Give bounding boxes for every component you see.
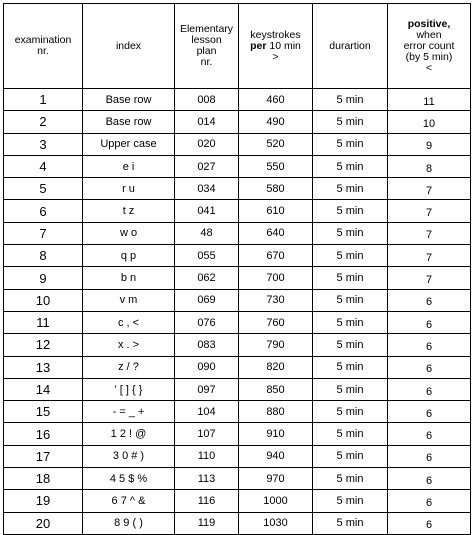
cell-error-count: 10 — [388, 111, 471, 133]
cell-keystrokes: 790 — [239, 334, 313, 356]
cell-index: b n — [83, 267, 175, 289]
cell-lesson-plan-nr: 119 — [175, 512, 239, 534]
cell-index: 1 2 ! @ — [83, 423, 175, 445]
cell-examination-nr: 13 — [4, 356, 83, 378]
table-row — [4, 445, 471, 467]
header-lesson-plan-nr: Elementary lesson plan nr. — [175, 4, 239, 89]
cell-index: w o — [83, 222, 175, 244]
cell-index: 4 5 $ % — [83, 468, 175, 490]
cell-lesson-plan-nr: 113 — [175, 468, 239, 490]
cell-error-count: 6 — [388, 311, 471, 333]
cell-keystrokes: 1030 — [239, 512, 313, 534]
cell-error-count: 6 — [388, 289, 471, 311]
cell-examination-nr: 16 — [4, 423, 83, 445]
cell-index: - = _ + — [83, 401, 175, 423]
cell-index: 6 7 ^ & — [83, 490, 175, 512]
cell-examination-nr: 14 — [4, 378, 83, 400]
cell-duration: 5 min — [313, 200, 388, 222]
cell-lesson-plan-nr: 041 — [175, 200, 239, 222]
cell-error-count: 7 — [388, 267, 471, 289]
cell-error-count: 6 — [388, 401, 471, 423]
table-row — [4, 490, 471, 512]
cell-duration: 5 min — [313, 222, 388, 244]
cell-keystrokes: 700 — [239, 267, 313, 289]
cell-lesson-plan-nr: 020 — [175, 133, 239, 155]
cell-duration: 5 min — [313, 490, 388, 512]
cell-lesson-plan-nr: 110 — [175, 445, 239, 467]
cell-duration: 5 min — [313, 334, 388, 356]
cell-keystrokes: 460 — [239, 89, 313, 111]
cell-error-count: 8 — [388, 155, 471, 177]
cell-keystrokes: 670 — [239, 245, 313, 267]
cell-error-count: 7 — [388, 200, 471, 222]
table-row — [4, 200, 471, 222]
cell-lesson-plan-nr: 083 — [175, 334, 239, 356]
header-index: index — [83, 4, 175, 89]
cell-error-count: 6 — [388, 378, 471, 400]
cell-index: c , < — [83, 311, 175, 333]
cell-examination-nr: 5 — [4, 178, 83, 200]
cell-error-count: 6 — [388, 512, 471, 534]
cell-lesson-plan-nr: 104 — [175, 401, 239, 423]
cell-examination-nr: 9 — [4, 267, 83, 289]
cell-error-count: 6 — [388, 423, 471, 445]
cell-index: 8 9 ( ) — [83, 512, 175, 534]
cell-error-count: 6 — [388, 490, 471, 512]
cell-duration: 5 min — [313, 289, 388, 311]
cell-index: ' [ ] { } — [83, 378, 175, 400]
cell-examination-nr: 11 — [4, 311, 83, 333]
cell-keystrokes: 970 — [239, 468, 313, 490]
cell-keystrokes: 1000 — [239, 490, 313, 512]
cell-examination-nr: 12 — [4, 334, 83, 356]
cell-lesson-plan-nr: 107 — [175, 423, 239, 445]
cell-keystrokes: 490 — [239, 111, 313, 133]
cell-keystrokes: 760 — [239, 311, 313, 333]
typing-exam-table — [3, 3, 471, 535]
cell-duration: 5 min — [313, 445, 388, 467]
cell-error-count: 6 — [388, 334, 471, 356]
cell-lesson-plan-nr: 008 — [175, 89, 239, 111]
cell-duration: 5 min — [313, 267, 388, 289]
table-row — [4, 334, 471, 356]
cell-examination-nr: 10 — [4, 289, 83, 311]
table-row — [4, 111, 471, 133]
cell-lesson-plan-nr: 014 — [175, 111, 239, 133]
cell-error-count: 7 — [388, 178, 471, 200]
cell-duration: 5 min — [313, 111, 388, 133]
table-row — [4, 289, 471, 311]
table-row — [4, 267, 471, 289]
cell-lesson-plan-nr: 034 — [175, 178, 239, 200]
typing-exam-table-wrapper — [3, 3, 471, 535]
cell-index: t z — [83, 200, 175, 222]
header-error-count: positive, when error count (by 5 min) < — [388, 4, 471, 89]
cell-duration: 5 min — [313, 423, 388, 445]
cell-index: e i — [83, 155, 175, 177]
cell-index: q p — [83, 245, 175, 267]
cell-keystrokes: 550 — [239, 155, 313, 177]
header-row — [4, 4, 471, 89]
cell-keystrokes: 880 — [239, 401, 313, 423]
cell-error-count: 7 — [388, 245, 471, 267]
table-row — [4, 401, 471, 423]
table-row — [4, 311, 471, 333]
cell-keystrokes: 910 — [239, 423, 313, 445]
table-row — [4, 155, 471, 177]
table-row — [4, 512, 471, 534]
cell-index: 3 0 # ) — [83, 445, 175, 467]
cell-lesson-plan-nr: 097 — [175, 378, 239, 400]
cell-examination-nr: 6 — [4, 200, 83, 222]
cell-keystrokes: 940 — [239, 445, 313, 467]
cell-duration: 5 min — [313, 155, 388, 177]
cell-keystrokes: 580 — [239, 178, 313, 200]
cell-error-count: 11 — [388, 89, 471, 111]
cell-error-count: 9 — [388, 133, 471, 155]
cell-index: v m — [83, 289, 175, 311]
cell-duration: 5 min — [313, 378, 388, 400]
table-row — [4, 178, 471, 200]
cell-duration: 5 min — [313, 89, 388, 111]
cell-keystrokes: 640 — [239, 222, 313, 244]
cell-duration: 5 min — [313, 178, 388, 200]
cell-index: r u — [83, 178, 175, 200]
cell-index: z / ? — [83, 356, 175, 378]
cell-examination-nr: 20 — [4, 512, 83, 534]
cell-duration: 5 min — [313, 311, 388, 333]
cell-examination-nr: 7 — [4, 222, 83, 244]
cell-keystrokes: 850 — [239, 378, 313, 400]
cell-index: Base row — [83, 111, 175, 133]
cell-lesson-plan-nr: 48 — [175, 222, 239, 244]
cell-index: Upper case — [83, 133, 175, 155]
cell-keystrokes: 820 — [239, 356, 313, 378]
cell-examination-nr: 18 — [4, 468, 83, 490]
cell-index: x . > — [83, 334, 175, 356]
table-row — [4, 245, 471, 267]
table-row — [4, 356, 471, 378]
cell-lesson-plan-nr: 076 — [175, 311, 239, 333]
table-row — [4, 378, 471, 400]
table-row — [4, 222, 471, 244]
cell-keystrokes: 520 — [239, 133, 313, 155]
table-row — [4, 423, 471, 445]
cell-examination-nr: 1 — [4, 89, 83, 111]
cell-duration: 5 min — [313, 245, 388, 267]
cell-examination-nr: 8 — [4, 245, 83, 267]
cell-error-count: 6 — [388, 445, 471, 467]
table-row — [4, 133, 471, 155]
cell-examination-nr: 4 — [4, 155, 83, 177]
cell-lesson-plan-nr: 069 — [175, 289, 239, 311]
cell-keystrokes: 610 — [239, 200, 313, 222]
cell-lesson-plan-nr: 062 — [175, 267, 239, 289]
cell-duration: 5 min — [313, 133, 388, 155]
cell-lesson-plan-nr: 090 — [175, 356, 239, 378]
cell-duration: 5 min — [313, 512, 388, 534]
cell-examination-nr: 3 — [4, 133, 83, 155]
cell-examination-nr: 19 — [4, 490, 83, 512]
cell-index: Base row — [83, 89, 175, 111]
table-row — [4, 89, 471, 111]
cell-lesson-plan-nr: 055 — [175, 245, 239, 267]
cell-duration: 5 min — [313, 356, 388, 378]
cell-examination-nr: 2 — [4, 111, 83, 133]
header-examination-nr: examination nr. — [4, 4, 83, 89]
cell-duration: 5 min — [313, 401, 388, 423]
header-duration: durartion — [313, 4, 388, 89]
cell-examination-nr: 17 — [4, 445, 83, 467]
cell-lesson-plan-nr: 027 — [175, 155, 239, 177]
cell-keystrokes: 730 — [239, 289, 313, 311]
cell-duration: 5 min — [313, 468, 388, 490]
table-row — [4, 468, 471, 490]
cell-examination-nr: 15 — [4, 401, 83, 423]
header-keystrokes: keystrokes per 10 min > — [239, 4, 313, 89]
cell-error-count: 6 — [388, 356, 471, 378]
cell-lesson-plan-nr: 116 — [175, 490, 239, 512]
cell-error-count: 6 — [388, 468, 471, 490]
cell-error-count: 7 — [388, 222, 471, 244]
